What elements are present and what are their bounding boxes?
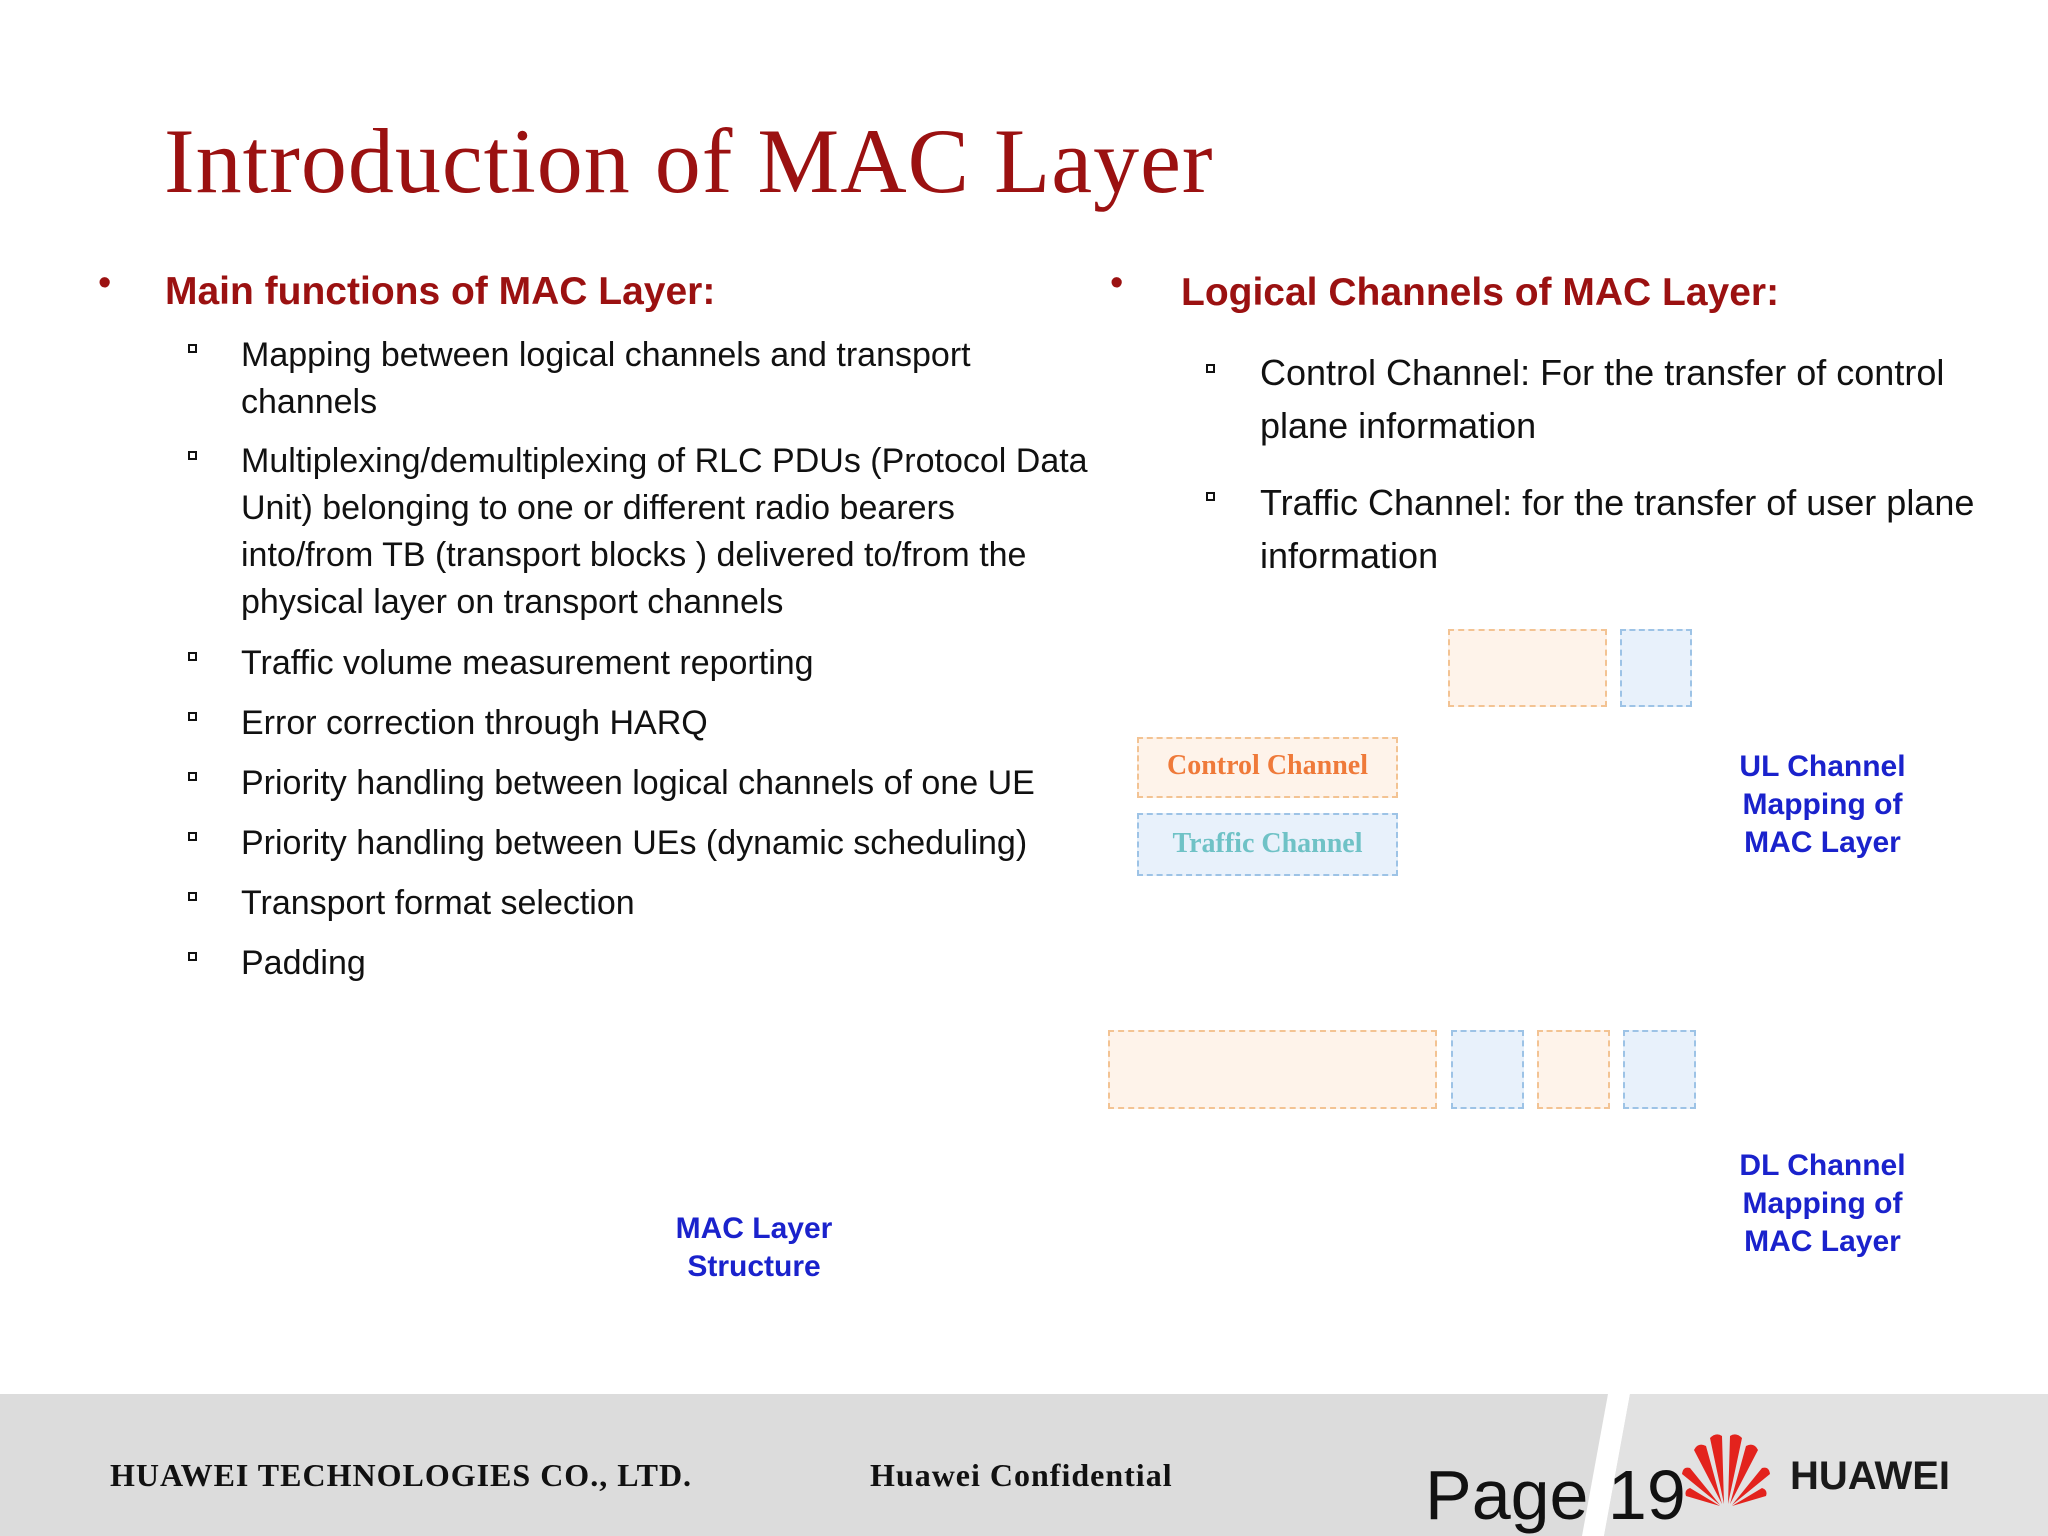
- square-bullet-icon: [188, 772, 197, 781]
- list-item: Priority handling between UEs (dynamic scheduling): [241, 824, 1028, 862]
- huawei-logo-icon: [1680, 1430, 1772, 1506]
- left-heading: Main functions of MAC Layer:: [165, 270, 716, 313]
- legend-traffic-channel: Traffic Channel: [1137, 813, 1398, 876]
- list-item: Transport format selection: [241, 884, 635, 922]
- bullet-dot: •: [98, 262, 112, 304]
- right-heading: Logical Channels of MAC Layer:: [1181, 271, 1780, 314]
- square-bullet-icon: [188, 652, 197, 661]
- footer-brand: HUAWEI: [1790, 1454, 1950, 1498]
- square-bullet-icon: [1206, 364, 1215, 373]
- dl-control-block: [1108, 1030, 1437, 1109]
- slide-title: Introduction of MAC Layer: [164, 110, 1214, 212]
- list-item: Mapping between logical channels and transport channels: [241, 336, 971, 421]
- dl-mapping-caption: DL Channel Mapping of MAC Layer: [1739, 1149, 1906, 1258]
- square-bullet-icon: [188, 952, 197, 961]
- list-item: Control Channel: For the transfer of control plane information: [1260, 352, 1945, 446]
- dl-traffic-block: [1623, 1030, 1696, 1109]
- list-item: Multiplexing/demultiplexing of RLC PDUs (Protocol Data Unit) belonging to one or different radio bearers into/from TB (transport blocks ) delivered to/from the physical layer on transport channels: [241, 442, 1088, 621]
- square-bullet-icon: [188, 832, 197, 841]
- list-item: Priority handling between logical channels of one UE: [241, 764, 1035, 802]
- square-bullet-icon: [188, 451, 197, 460]
- square-bullet-icon: [188, 344, 197, 353]
- square-bullet-icon: [188, 892, 197, 901]
- footer-confidential: Huawei Confidential: [870, 1457, 1173, 1493]
- ul-control-block: [1448, 629, 1607, 707]
- list-item: Traffic volume measurement reporting: [241, 644, 814, 682]
- ul-traffic-block: [1620, 629, 1692, 707]
- square-bullet-icon: [188, 712, 197, 721]
- square-bullet-icon: [1206, 492, 1215, 501]
- footer-company: HUAWEI TECHNOLOGIES CO., LTD.: [110, 1457, 693, 1493]
- list-item: Error correction through HARQ: [241, 704, 708, 742]
- mac-structure-caption: MAC Layer Structure: [675, 1212, 833, 1283]
- dl-control-block: [1537, 1030, 1610, 1109]
- dl-traffic-block: [1451, 1030, 1524, 1109]
- bullet-dot: •: [1110, 262, 1124, 304]
- list-item: Traffic Channel: for the transfer of user plane information: [1260, 482, 1975, 576]
- page-number: Page 19: [1425, 1456, 1686, 1534]
- legend-control-channel: Control Channel: [1137, 737, 1398, 798]
- ul-mapping-caption: UL Channel Mapping of MAC Layer: [1739, 750, 1906, 859]
- list-item: Padding: [241, 944, 366, 982]
